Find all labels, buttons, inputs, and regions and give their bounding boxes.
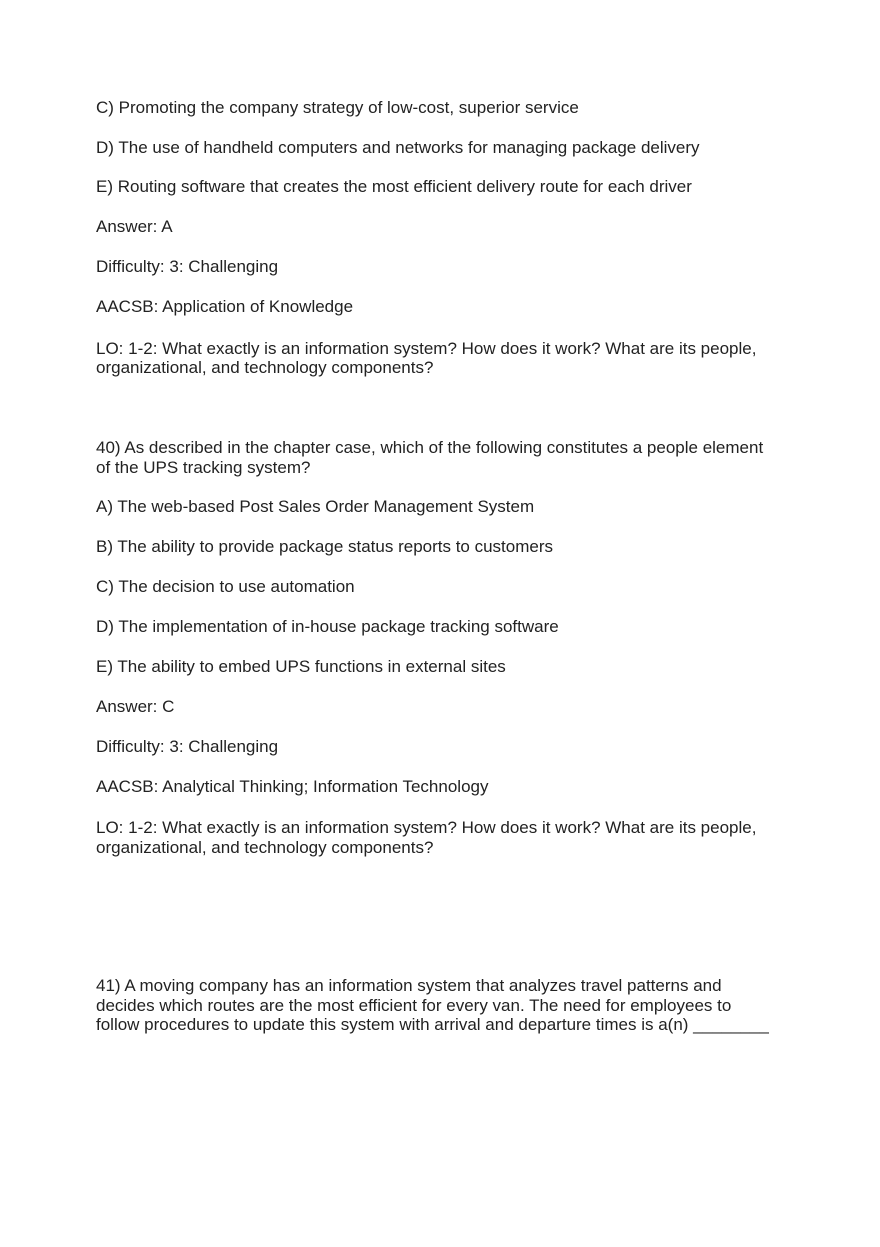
q39-lo-line-2: organizational, and technology components? [96, 358, 434, 377]
q40-aacsb: AACSB: Analytical Thinking; Information Technology [96, 777, 489, 796]
q40-option-e: E) The ability to embed UPS functions in external sites [96, 657, 506, 676]
q40-difficulty: Difficulty: 3: Challenging [96, 737, 279, 756]
q40-question-line-1: 40) As described in the chapter case, which of the following constitutes a people element [96, 438, 764, 457]
q39-option-d: D) The use of handheld computers and networks for managing package delivery [96, 138, 700, 157]
q41-question-line-3: follow procedures to update this system with arrival and departure times is a(n) ________ [96, 1015, 769, 1034]
q40-option-c: C) The decision to use automation [96, 577, 355, 596]
q39-aacsb: AACSB: Application of Knowledge [96, 297, 354, 316]
q39-lo-line-1: LO: 1-2: What exactly is an information system? How does it work? What are its people, [96, 339, 757, 358]
q40-option-b: B) The ability to provide package status reports to customers [96, 537, 554, 556]
q40-option-d: D) The implementation of in-house package tracking software [96, 617, 559, 636]
q39-option-e: E) Routing software that creates the most efficient delivery route for each driver [96, 177, 692, 196]
q40-lo-line-1: LO: 1-2: What exactly is an information system? How does it work? What are its people, [96, 818, 757, 837]
q41-question-line-2: decides which routes are the most efficient for every van. The need for employees to [96, 996, 732, 1015]
q40-answer: Answer: C [96, 697, 175, 716]
q40-lo-line-2: organizational, and technology components? [96, 838, 434, 857]
q39-answer: Answer: A [96, 217, 173, 236]
q40-option-a: A) The web-based Post Sales Order Management System [96, 497, 535, 516]
q40-question-line-2: of the UPS tracking system? [96, 458, 311, 477]
q39-difficulty: Difficulty: 3: Challenging [96, 257, 279, 276]
q41-question-line-1: 41) A moving company has an information system that analyzes travel patterns and [96, 976, 722, 995]
q39-option-c: C) Promoting the company strategy of low-cost, superior service [96, 98, 579, 117]
